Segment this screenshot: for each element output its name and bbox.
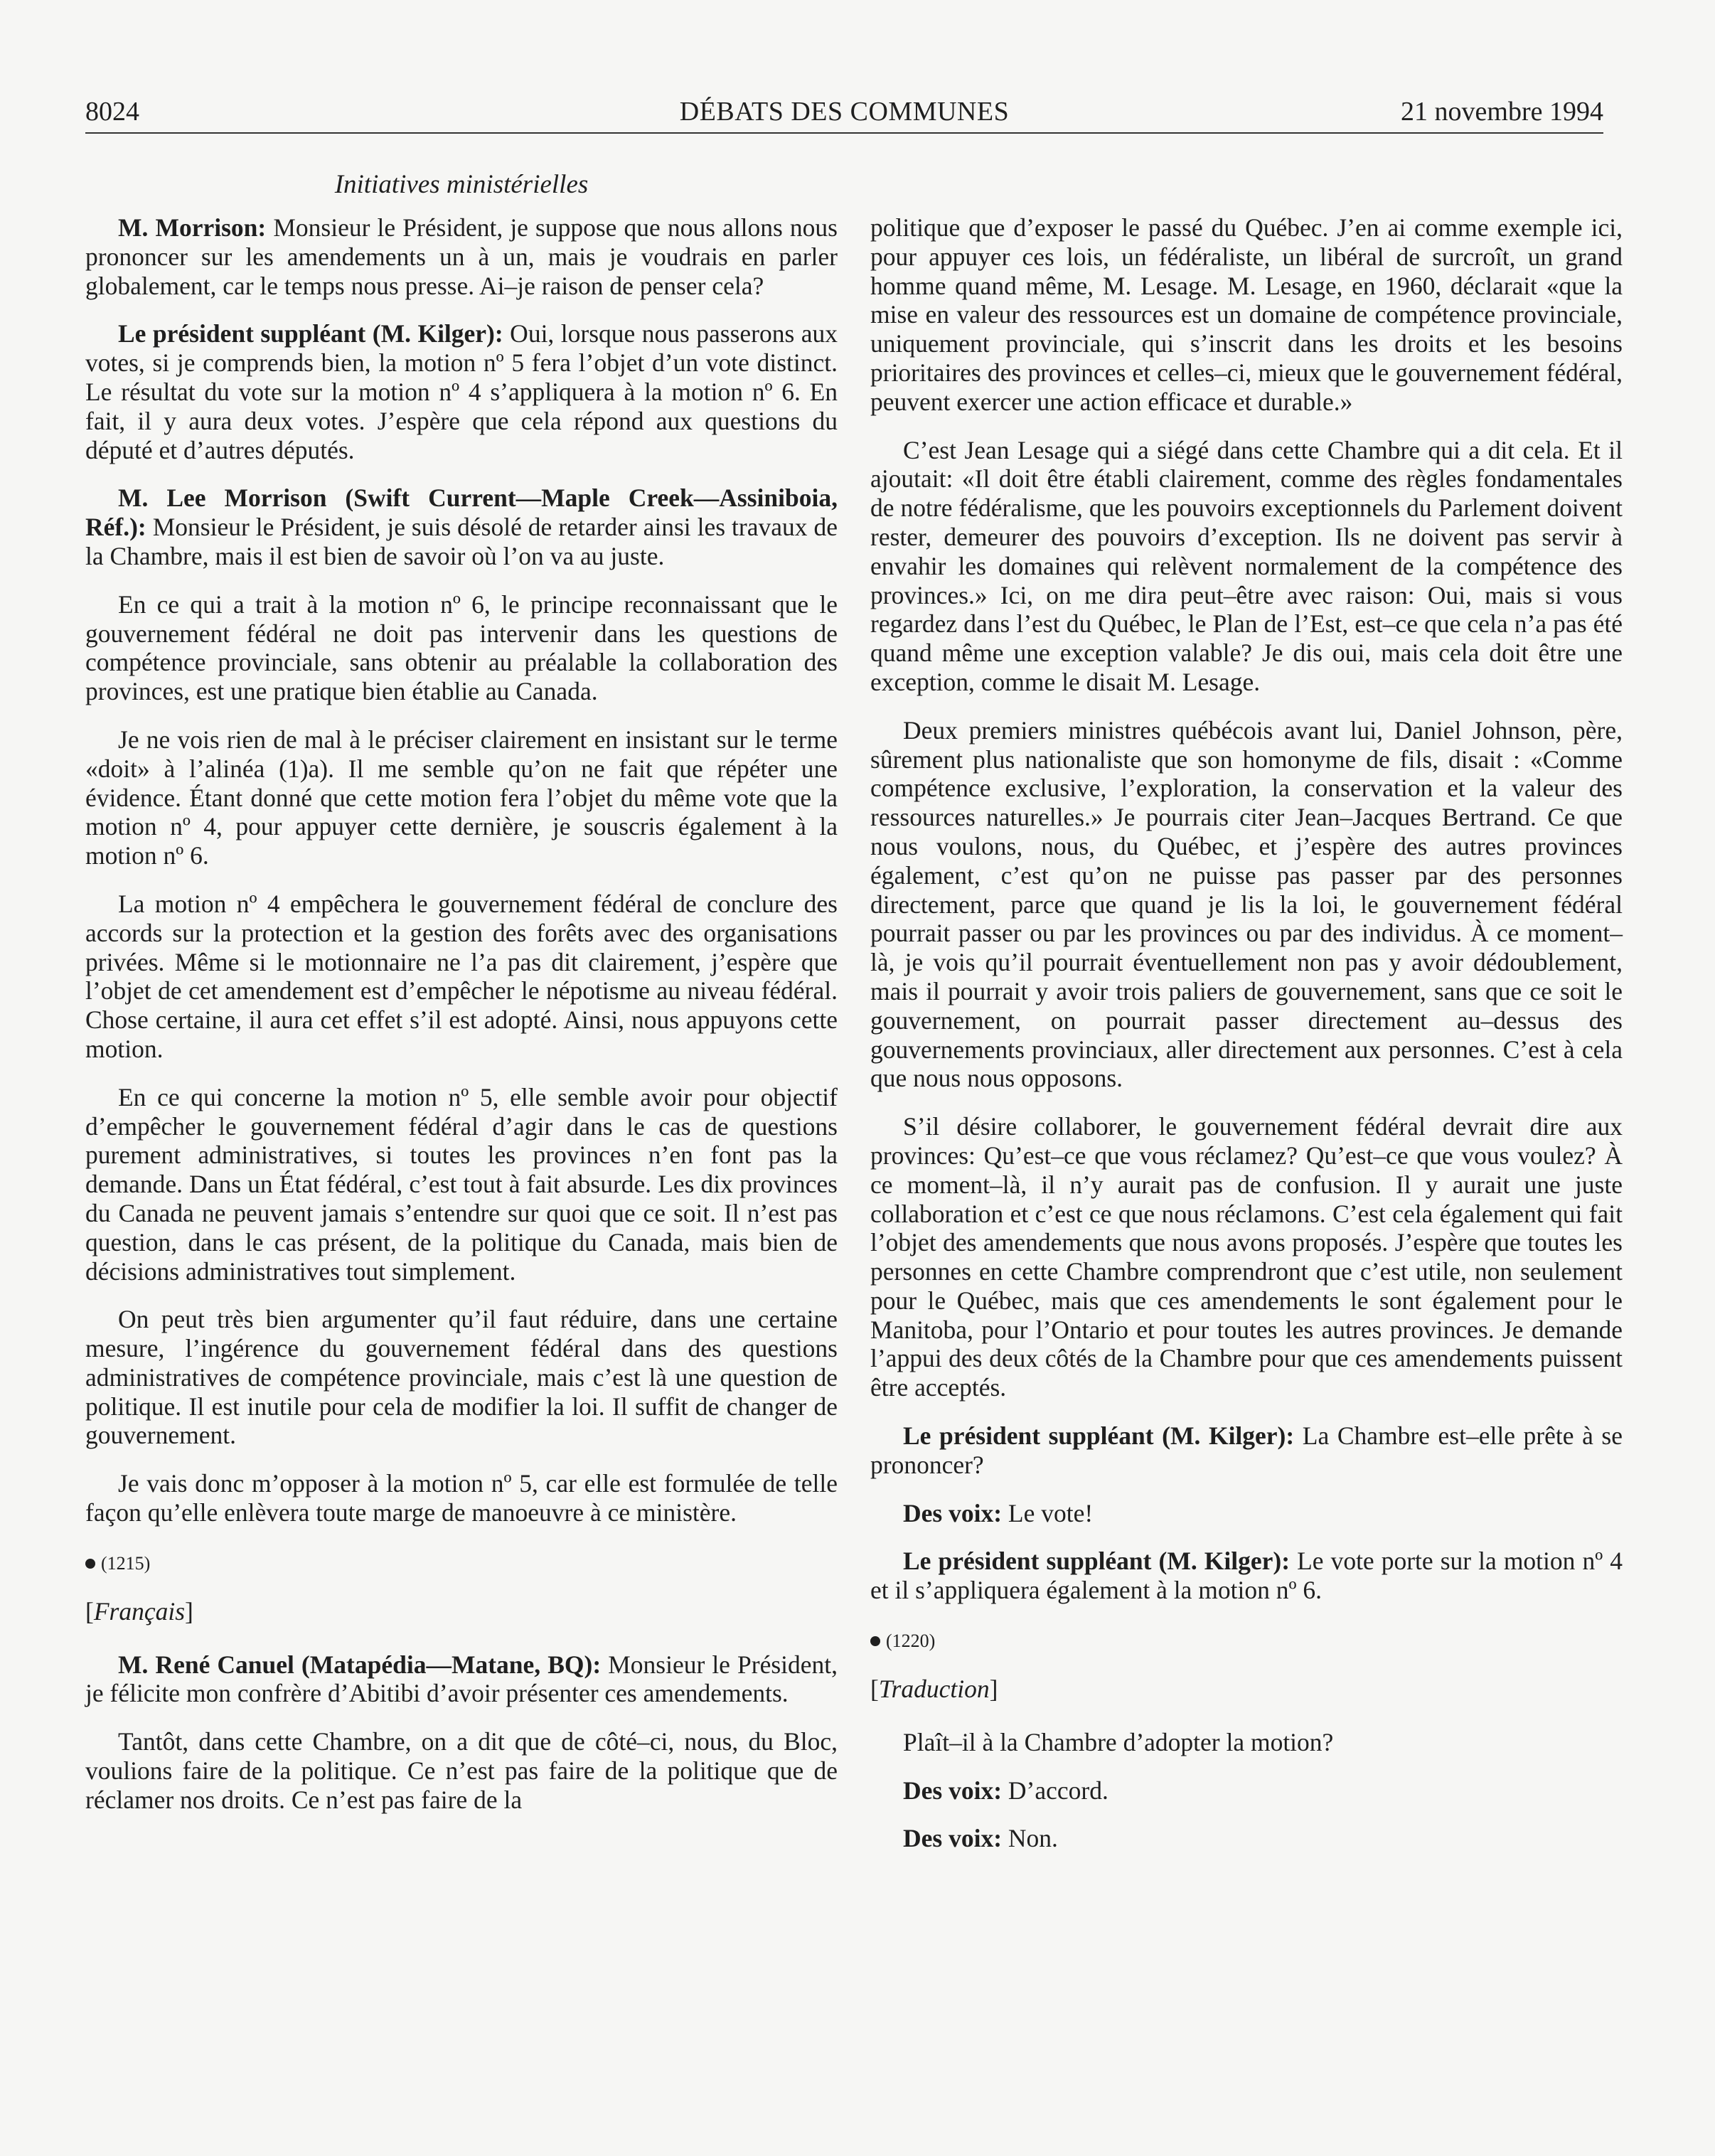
text-paragraph: C’est Jean Lesage qui a siégé dans cette Chambre qui a dit cela. Et il ajoutait: «Il doit être établi clairement, comme des règles fondamentales de notre fédéralisme, que les pouvoirs exceptionnels du Parlement doivent rester, demeurer des pouvoirs d’exception. Ils ne doivent pas servir à envahir les domaines qui relèvent normalement de la compétence des provinces.» Ici, on me dira peut–être avec raison: Oui, mais si vous regardez dans l’est du Québec, le Plan de l’Est, est–ce que cela n’a pas été quand même une exception valable? Je dis oui, mais cela doit être une exception, comme le disait M. Lesage. bbox=[870, 435, 1623, 696]
speech-paragraph bbox=[870, 1499, 1623, 1528]
bracket-open: [ bbox=[870, 1675, 879, 1704]
speech-paragraph bbox=[85, 484, 838, 570]
speaker-name: Le président suppléant (M. Kilger): bbox=[903, 1421, 1295, 1451]
speaker-name: Des voix: bbox=[903, 1824, 1003, 1853]
speech-text: Oui, lorsque nous passerons aux votes, si je comprends bien, la motion nº 5 fera l’objet d’un vote distinct. Le résultat du vote sur la motion nº 4 s’appliquera à la motion nº 6. En fait, il y aura deux votes. J’espère que cela répond aux questions du député et d’autres députés. bbox=[85, 319, 838, 464]
publication-date: 21 novembre 1994 bbox=[1401, 97, 1603, 127]
speaker-name: Le président suppléant (M. Kilger): bbox=[118, 319, 503, 348]
speech-paragraph bbox=[870, 1421, 1623, 1480]
text-paragraph: Tantôt, dans cette Chambre, on a dit que de côté–ci, nous, du Bloc, voulions faire de la politique. Ce n’est pas faire de la politique que de réclamer nos droits. Ce n’est pas faire de la bbox=[85, 1727, 838, 1814]
speaker-name: M. Morrison: bbox=[118, 213, 267, 242]
time-marker bbox=[870, 1629, 1623, 1653]
speech-paragraph bbox=[85, 213, 838, 300]
language-marker bbox=[85, 1597, 838, 1626]
right-column bbox=[870, 213, 1623, 1872]
language-marker bbox=[870, 1675, 1623, 1704]
text-paragraph: La motion nº 4 empêchera le gouvernement fédéral de conclure des accords sur la protection et la gestion des forêts avec des organisations privées. Même si le motionnaire ne l’a pas dit clairement, j’espère que l’objet de cet amendement est d’empêcher le népotisme au niveau fédéral. Chose certaine, il aura cet effet s’il est adopté. Ainsi, nous appuyons cette motion. bbox=[85, 889, 838, 1063]
time-marker bbox=[85, 1552, 838, 1576]
speaker-name: M. Lee Morrison (Swift Current—Maple Creek—Assiniboia, Réf.): bbox=[85, 484, 838, 542]
text-paragraph: Je ne vois rien de mal à le préciser clairement en insistant sur le terme «doit» à l’alinéa (1)a). Il me semble qu’on ne fait que répéter une évidence. Étant donné que cette motion fera l’objet du même vote que la motion nº 4, pour appuyer cette dernière, je souscris également à la motion nº 6. bbox=[85, 725, 838, 870]
language-marker-text: Français bbox=[93, 1596, 186, 1626]
text-paragraph: Deux premiers ministres québécois avant lui, Daniel Johnson, père, sûrement plus nationaliste que son homonyme de fils, disait : «Comme compétence exclusive, l’exploration, la conservation et la valeur des ressources naturelles.» Je pourrais citer Jean–Jacques Bertrand. Ce que nous voulons, nous, du Québec, et j’espère des autres provinces également, c’est qu’on ne puisse pas passer par des personnes directement, parce que quand je lis la loi, le gouvernement fédéral pourrait passer ou par les provinces ou par des individus. À ce moment–là, je vois qu’il pourrait éventuellement non pas y avoir dédoublement, mais il pourrait y avoir trois paliers de gouvernement, sans que ce soit le gouvernement, on pourrait passer directement au–dessus des gouvernements provinciaux, aller directement aux personnes. C’est à cela que nous nous opposons. bbox=[870, 715, 1623, 1093]
page-header bbox=[85, 91, 1603, 134]
language-marker-text: Traduction bbox=[878, 1675, 990, 1704]
speech-text: Non. bbox=[1002, 1824, 1058, 1853]
bullet-icon bbox=[870, 1636, 880, 1646]
text-paragraph: Plaît–il à la Chambre d’adopter la motion? bbox=[903, 1727, 1334, 1756]
speech-text: D’accord. bbox=[1002, 1776, 1108, 1805]
text-paragraph: S’il désire collaborer, le gouvernement fédéral devrait dire aux provinces: Qu’est–ce que vous réclamez? Qu’est–ce que vous voulez? À ce moment–là, il n’y aurait pas de confusion. Il y aurait une juste collaboration et c’est ce que nous réclamons. C’est cela également qui fait l’objet des amendements que nous avons proposés. J’espère que toutes les personnes en cette Chambre comprendront que c’est utile, non seulement pour le Québec, mais que ces amendements le sont également pour le Manitoba, pour l’Ontario et pour toutes les autres provinces. Je demande l’appui des deux côtés de la Chambre pour que ces amendements puissent être acceptés. bbox=[870, 1112, 1623, 1402]
bracket-close: ] bbox=[185, 1596, 193, 1626]
bullet-icon bbox=[85, 1559, 95, 1569]
speech-text: Le vote porte sur la motion nº 4 et il s’appliquera également à la motion nº 6. bbox=[870, 1547, 1623, 1605]
section-label: Initiatives ministérielles bbox=[334, 170, 589, 199]
speech-paragraph bbox=[870, 1776, 1623, 1805]
publication-title: DÉBATS DES COMMUNES bbox=[679, 97, 1010, 127]
speech-text: Monsieur le Président, je suis désolé de retarder ainsi les travaux de la Chambre, mais il est bien de savoir où l’on va au juste. bbox=[85, 513, 838, 570]
speech-paragraph bbox=[85, 319, 838, 464]
speech-text: Monsieur le Président, je suppose que nous allons nous prononcer sur les amendements un à un, mais je voudrais en parler globalement, car le temps nous presse. Ai–je raison de penser cela? bbox=[85, 213, 838, 300]
speech-text: Monsieur le Président, je félicite mon confrère d’Abitibi d’avoir présenter ces amendements. bbox=[85, 1650, 838, 1708]
speech-text: Le vote! bbox=[1002, 1498, 1094, 1527]
speech-text: La Chambre est–elle prête à se prononcer? bbox=[870, 1421, 1623, 1479]
speaker-name: M. René Canuel (Matapédia—Matane, BQ): bbox=[118, 1650, 602, 1679]
left-column bbox=[85, 213, 838, 1834]
text-paragraph: En ce qui a trait à la motion nº 6, le principe reconnaissant que le gouvernement fédéral ne doit pas intervenir dans les questions de compétence provinciale, sans obtenir au préalable la collaboration des provinces, est une pratique bien établie au Canada. bbox=[85, 589, 838, 706]
time-marker-text: (1220) bbox=[886, 1631, 936, 1652]
time-marker-text: (1215) bbox=[101, 1552, 151, 1574]
text-paragraph: En ce qui concerne la motion nº 5, elle semble avoir pour objectif d’empêcher le gouvernement fédéral d’agir dans le cas de questions purement administratives, si toutes les provinces n’en font pas la demande. Dans un État fédéral, c’est tout à fait absurde. Les dix provinces du Canada ne peuvent jamais s’entendre sur quoi que ce soit. Il n’est pas question, dans le cas présent, de la politique du Canada, mais bien de décisions administratives tout simplement. bbox=[85, 1082, 838, 1286]
speaker-name: Des voix: bbox=[903, 1776, 1003, 1805]
bracket-open: [ bbox=[85, 1596, 94, 1626]
page-number: 8024 bbox=[85, 97, 139, 127]
speech-paragraph bbox=[870, 1547, 1623, 1605]
text-paragraph: On peut très bien argumenter qu’il faut réduire, dans une certaine mesure, l’ingérence du gouvernement fédéral dans des questions administratives de compétence provinciale, mais c’est là une question de politique. Il est inutile pour cela de modifier la loi. Il suffit de changer de gouvernement. bbox=[85, 1305, 838, 1450]
speech-paragraph bbox=[870, 1824, 1623, 1853]
speaker-name: Le président suppléant (M. Kilger): bbox=[903, 1547, 1291, 1576]
bracket-close: ] bbox=[989, 1675, 998, 1704]
continued-paragraph: politique que d’exposer le passé du Québec. J’en ai comme exemple ici, pour appuyer ces lois, un fédéraliste, un libéral de surcroît, un grand homme quand même, M. Lesage. M. Lesage, en 1960, déclarait «que la mise en valeur des ressources est un domaine de compétence provinciale, uniquement provinciale, qui s’inscrit dans les droits et les besoins prioritaires des provinces et celles–ci, mieux que le gouvernement fédéral, peuvent exercer une action efficace et durable.» bbox=[870, 213, 1623, 416]
speaker-name: Des voix: bbox=[903, 1498, 1003, 1527]
speech-paragraph bbox=[85, 1650, 838, 1709]
text-paragraph: Je vais donc m’opposer à la motion nº 5, car elle est formulée de telle façon qu’elle enlèvera toute marge de manoeuvre à ce ministère. bbox=[85, 1469, 838, 1527]
